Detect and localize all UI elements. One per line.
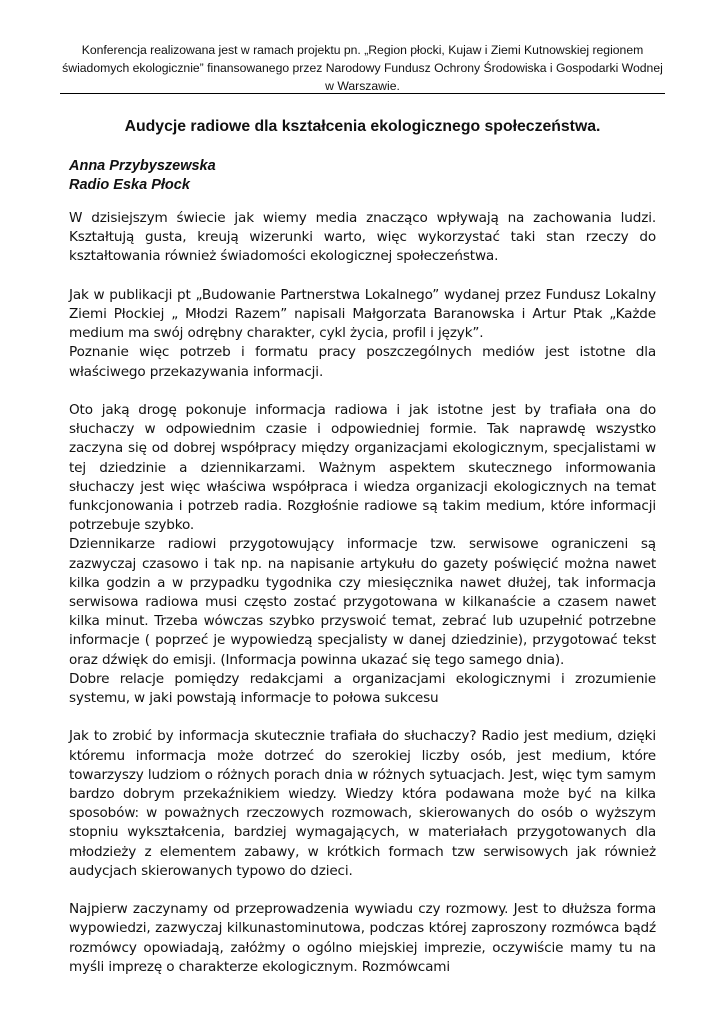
document-header: Konferencja realizowana jest w ramach projektu pn. „Region płocki, Kujaw i Ziemi Kutnowskiej regionem świadomych ekologicznie” finansowanego przez Narodowy Fundusz Ochrony Środowiska i Gospodarki Wodnej w Warszawie. (62, 43, 663, 93)
paragraph: Dobre relacje pomiędzy redakcjami a organizacjami ekologicznymi i zrozumienie systemu, w jaki powstają informacje to połowa sukcesu (69, 670, 656, 707)
author-name: Anna Przybyszewska (69, 158, 216, 174)
author-block (69, 157, 216, 195)
paragraph: Jak w publikacji pt „Budowanie Partnerstwa Lokalnego” wydanej przez Fundusz Lokalny Ziemi Płockiej „ Młodzi Razem” napisali Małgorzata Baranowska i Artur Ptak „Każde medium ma swój odrębny charakter, cykl życia, profil i język”. (69, 286, 656, 342)
header-divider (60, 93, 665, 94)
document-body (69, 209, 656, 996)
paragraph: Dziennikarze radiowi przygotowujący informacje tzw. serwisowe ograniczeni są zazwyczaj czasowo i tak np. na napisanie artykułu do gazety poświęcić można nawet kilka godzin a w przypadku tygodnika czy miesięcznika nawet dłużej, tak informacja serwisowa radiowa musi często zostać przygotowana w kilkanaście a czasem nawet kilka minut. Trzeba wówczas szybko przyswoić temat, zebrać lub uzupełnić potrzebne informacje ( poprzeć je wypowiedzą specjalisty w danej dziedzinie), przygotować tekst oraz dźwięk do emisji. (Informacja powinna ukazać się tego samego dnia). (69, 536, 656, 668)
paragraph: Oto jaką drogę pokonuje informacja radiowa i jak istotne jest by trafiała ona do słuchaczy w odpowiednim czasie i odpowiedniej formie. Tak naprawdę wszystko zaczyna się od dobrej współpracy między organizacjami ekologicznym, specjalistami w tej dziedzinie a dziennikarzami. Ważnym aspektem skutecznego informowania słuchaczy jest więc właściwa współpraca i wiedza organizacji ekologicznych na temat funkcjonowania i potrzeb radia. Rozgłośnie radiowe są takim medium, które informacji potrzebuje szybko. (69, 402, 656, 534)
paragraph: W dzisiejszym świecie jak wiemy media znacząco wpływają na zachowania ludzi. Kształtują gusta, kreują wizerunki warto, więc wykorzystać taki stan rzeczy do kształtowania również świadomości ekologicznej społeczeństwa. (69, 210, 656, 265)
paragraph: Poznanie więc potrzeb i formatu pracy poszczególnych mediów jest istotne dla właściwego przekazywania informacji. (69, 344, 656, 380)
document-title: Audycje radiowe dla kształcenia ekologicznego społeczeństwa. (124, 118, 601, 135)
paragraph: Najpierw zaczynamy od przeprowadzenia wywiadu czy rozmowy. Jest to dłuższa forma wypowiedzi, zazwyczaj kilkunastominutowa, podczas której zaproszony rozmówca bądź rozmówcy opowiadają, załóżmy o ogólno miejskiej imprezie, oczywiście mamy tu na myśli imprezę o charakterze ekologicznym. Rozmówcami (69, 901, 656, 975)
paragraph: Jak to zrobić by informacja skutecznie trafiała do słuchaczy? Radio jest medium, dzięki któremu informacja może dotrzeć do szerokiej liczby osób, jest medium, które towarzyszy ludziom o różnych porach dnia w różnych sytuacjach. Jest, więc tym samym bardzo dobrym przekaźnikiem wiedzy. Wiedzy która podawana może być na kilka sposobów: w poważnych rzeczowych rozmowach, skierowanych do osób o wyższym stopniu wykształcenia, bardziej wymagających, w materiałach przygotowanych dla młodzieży z elementem zabawy, w krótkich formach tzw serwisowych jak również audycjach skierowanych typowo do dzieci. (69, 728, 656, 879)
author-affiliation: Radio Eska Płock (69, 177, 190, 193)
